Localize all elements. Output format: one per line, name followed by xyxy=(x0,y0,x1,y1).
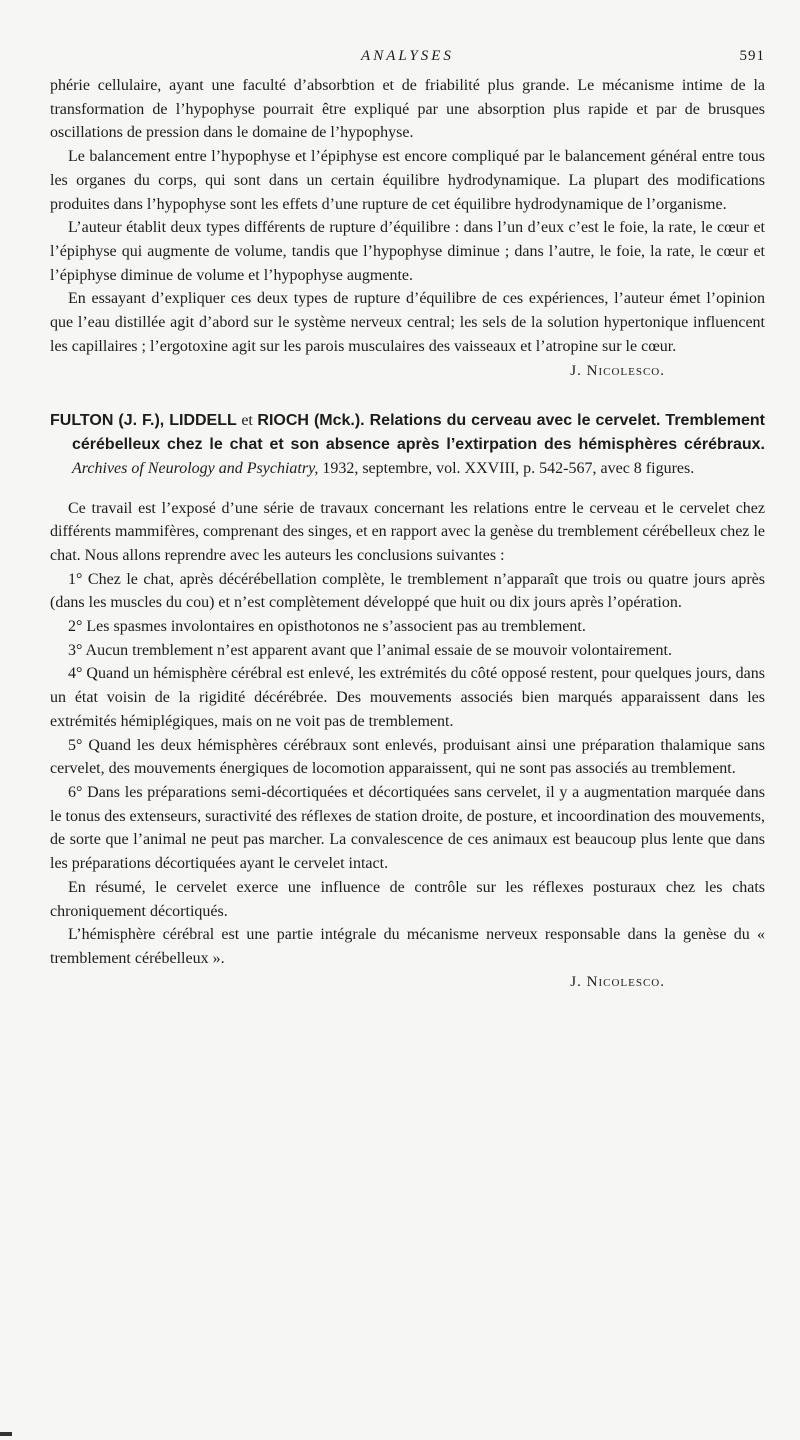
paragraph: L’auteur établit deux types différents de rupture d’équilibre : dans l’un d’eux c’est le foie, la rate, le cœur et l’épiphyse qui augmente de volume, tandis que l’hypophyse diminue ; dans l’autre, le foie, la rate, le cœur et l’épiphyse diminue de volume et l’hypophyse augmente. xyxy=(50,219,765,284)
edge-mark xyxy=(0,1432,12,1436)
heading-source: Archives of Neurology and Psychiatry, xyxy=(72,459,319,477)
paragraph: Le balancement entre l’hypophyse et l’épiphyse est encore compliqué par le balancement général entre tous les organes du corps, qui sont dans un certain équilibre hydrodynamique. La plupart des modifications produites dans l’hypophyse sont les effets d’une rupture de cet équilibre hydrodynamique de l’organisme. xyxy=(50,148,765,213)
paragraph: En résumé, le cervelet exerce une influence de contrôle sur les réflexes posturaux chez les chats chroniquement décortiqués. xyxy=(50,878,765,920)
running-title: ANALYSES xyxy=(361,48,454,64)
paragraph: 3° Aucun tremblement n’est apparent avant que l’animal essaie de se mouvoir volontairement. xyxy=(68,641,672,659)
signature: J. Nicolesco. xyxy=(570,363,665,380)
heading-title: RIOCH (Mck.). Relations du cerveau avec le cervelet. Tremblement cérébelleux chez le chat et son absence après l’extirpation des hémisphères cérébraux. xyxy=(72,412,766,454)
running-head xyxy=(50,48,765,74)
paragraph: 2° Les spasmes involontaires en opisthotonos ne s’associent pas au tremblement. xyxy=(68,618,586,636)
first-article xyxy=(50,74,765,383)
paragraph: phérie cellulaire, ayant une faculté d’absorbtion et de friabilité plus grande. Le mécanisme intime de la transformation de l’hypophyse pourrait être expliqué par une absorption plus rapide et par de brusques oscillations de pression dans le domaine de l’hypophyse. xyxy=(50,77,765,142)
paragraph: 6° Dans les préparations semi-décortiquées et décortiquées sans cervelet, il y a augmentation marquée dans le tonus des extenseurs, suractivité des réflexes de station droite, de posture, et incoordination des mouvements, de sorte que l’animal ne peut pas marcher. La convalescence de ces animaux est beaucoup plus lente que dans les préparations décortiquées ayant le cervelet intact. xyxy=(50,783,765,873)
heading-and: et xyxy=(241,412,253,430)
paragraph: En essayant d’expliquer ces deux types de rupture d’équilibre de ces expériences, l’auteur émet l’opinion que l’eau distillée agit d’abord sur le système nerveux central; les sels de la solution hypertonique influencent les capillaires ; l’ergotoxine agit sur les parois musculaires des vaisseaux et l’atropine sur le cœur. xyxy=(50,290,765,355)
page xyxy=(50,48,765,994)
page-number: 591 xyxy=(739,48,765,64)
paragraph: L’hémisphère cérébral est une partie intégrale du mécanisme nerveux responsable dans la genèse du « tremblement cérébelleux ». xyxy=(50,926,765,967)
second-article xyxy=(50,409,765,993)
paragraph: 5° Quand les deux hémisphères cérébraux sont enlevés, produisant ainsi une préparation thalamique sans cervelet, des mouvements énergiques de locomotion apparaissent, qui ne sont pas associés au tremblement. xyxy=(50,736,765,778)
heading-details: 1932, septembre, vol. XXVIII, p. 542-567, avec 8 figures. xyxy=(322,459,695,477)
heading-authors: FULTON (J. F.), LIDDELL xyxy=(50,412,237,430)
signature: J. Nicolesco. xyxy=(570,973,665,990)
article-body xyxy=(50,497,765,994)
paragraph: 1° Chez le chat, après décérébellation complète, le tremblement n’apparaît que trois ou quatre jours après (dans les muscles du cou) et n’est complètement développé que huit ou dix jours après l’opération. xyxy=(50,570,765,612)
paragraph: Ce travail est l’exposé d’une série de travaux concernant les relations entre le cerveau et le cervelet chez différents mammifères, comprenant des singes, et en rapport avec la genèse du tremblement cérébelleux chez le chat. Nous allons reprendre avec les auteurs les conclusions suivantes : xyxy=(50,499,765,564)
article-heading xyxy=(50,409,765,480)
paragraph: 4° Quand un hémisphère cérébral est enlevé, les extrémités du côté opposé restent, pour quelques jours, dans un état voisin de la rigidité décérébrée. Des mouvements associés bien marqués apparaissent dans les extrémités hémiplégiques, mais on ne voit pas de tremblement. xyxy=(50,665,765,730)
